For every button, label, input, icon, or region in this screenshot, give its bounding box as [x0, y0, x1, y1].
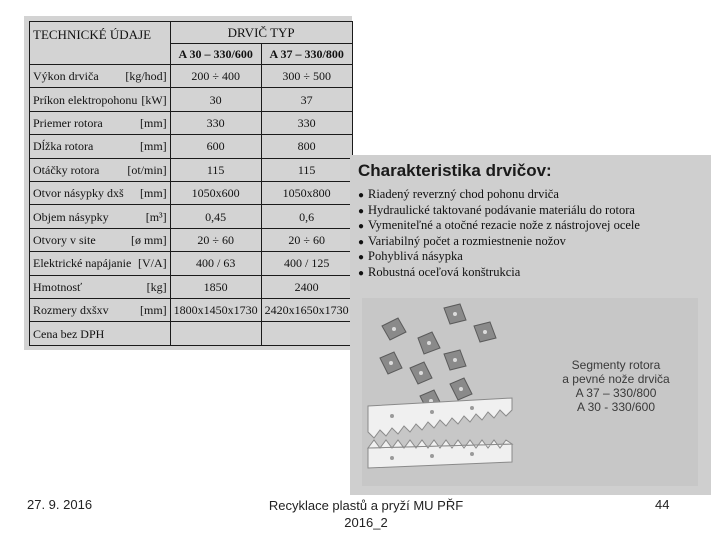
bullet-icon: ●: [358, 205, 365, 217]
row-value-a37: 115: [261, 158, 352, 181]
table-row: [30, 182, 353, 205]
row-value-a30: 1850: [170, 275, 261, 298]
table-row: [30, 299, 353, 322]
row-param: Výkon drviča: [33, 69, 99, 84]
list-item-text: Vymeniteľné a otočné rezacie nože z nástrojovej ocele: [368, 218, 640, 233]
row-value-a30: 115: [170, 158, 261, 181]
list-item-text: Variabilný počet a rozmiestnenie nožov: [368, 233, 566, 248]
row-value-a37: 20 ÷ 60: [261, 228, 352, 251]
row-unit: [kW]: [141, 92, 167, 107]
row-value-a37: 37: [261, 88, 352, 111]
table-row: [30, 65, 353, 88]
table-row: [30, 88, 353, 111]
bullet-icon: ●: [358, 221, 365, 233]
table-row: [30, 228, 353, 251]
row-param: Elektrické napájanie: [33, 256, 132, 271]
row-unit: [kg]: [146, 279, 167, 294]
row-unit: [mm]: [139, 186, 167, 201]
caption-line: A 37 – 330/800: [575, 386, 657, 400]
row-param: Otáčky rotora: [33, 162, 100, 177]
row-param: Otvor násypky dxš: [33, 186, 124, 201]
rotor-segments-photo: [362, 298, 698, 486]
row-value-a37: 2420x1650x1730: [261, 299, 352, 322]
list-item: [358, 249, 640, 265]
row-value-a30: 330: [170, 111, 261, 134]
table-row: [30, 111, 353, 134]
row-value-a30: 20 ÷ 60: [170, 228, 261, 251]
list-item: [358, 265, 640, 281]
row-unit: [mm]: [139, 116, 167, 131]
footer-course-line: Recyklace plastů a pryží MU PŘF: [268, 498, 464, 513]
bullet-icon: ●: [358, 267, 365, 279]
row-value-a30: 600: [170, 135, 261, 158]
row-param: Cena bez DPH: [33, 326, 105, 341]
row-param: Objem násypky: [33, 209, 109, 224]
characteristics-scan: [350, 155, 711, 495]
caption-line: A 30 - 330/600: [576, 400, 656, 414]
spec-table: [29, 21, 353, 346]
row-value-a37: 300 ÷ 500: [261, 65, 352, 88]
photo-caption: [546, 358, 686, 414]
row-param: Hmotnosť: [33, 279, 83, 294]
list-item: [358, 187, 640, 203]
table-header-model-a30: A 30 – 330/600: [170, 44, 261, 65]
row-param: Dĺžka rotora: [33, 139, 94, 154]
spec-table-scan: [24, 16, 352, 350]
row-param: Príkon elektropohonu: [33, 92, 138, 107]
table-row: [30, 275, 353, 298]
row-value-a37: [261, 322, 352, 346]
row-unit: [kg/hod]: [125, 69, 167, 84]
bullet-icon: ●: [358, 252, 365, 264]
characteristics-title: Charakteristika drvičov:: [358, 161, 552, 180]
row-value-a30: 1050x600: [170, 182, 261, 205]
row-value-a30: 400 / 63: [170, 252, 261, 275]
footer-course-line: 2016_2: [344, 515, 388, 530]
characteristics-list: [358, 187, 640, 281]
list-item-text: Robustná oceľová konštrukcia: [368, 264, 521, 279]
row-param: Otvory v site: [33, 233, 96, 248]
row-param: Priemer rotora: [33, 116, 103, 131]
footer-page-number: 44: [655, 497, 670, 512]
table-row: [30, 205, 353, 228]
row-value-a30: 0,45: [170, 205, 261, 228]
row-param: Rozmery dxšxv: [33, 303, 109, 318]
table-header-technical-data: TECHNICKÉ ÚDAJE: [30, 22, 171, 65]
row-unit: [m³]: [145, 209, 167, 224]
row-unit: [V/A]: [137, 256, 167, 271]
row-unit: [mm]: [139, 303, 167, 318]
row-unit: [ot/min]: [127, 162, 167, 177]
row-unit: [ø mm]: [130, 233, 167, 248]
bullet-icon: ●: [358, 236, 365, 248]
list-item-text: Pohyblivá násypka: [368, 249, 463, 264]
table-header-crusher-type: DRVIČ TYP: [170, 22, 352, 44]
table-row: [30, 252, 353, 275]
list-item: [358, 218, 640, 234]
bullet-icon: ●: [358, 190, 365, 201]
list-item-text: Riadený reverzný chod pohonu drviča: [368, 187, 559, 201]
list-item: [358, 234, 640, 250]
footer-date: 27. 9. 2016: [27, 497, 93, 512]
row-value-a30: 1800x1450x1730: [170, 299, 261, 322]
list-item-text: Hydraulické taktované podávanie materiálu do rotora: [368, 202, 635, 217]
row-value-a37: 1050x800: [261, 182, 352, 205]
row-value-a37: 0,6: [261, 205, 352, 228]
row-value-a37: 400 / 125: [261, 252, 352, 275]
row-value-a37: 800: [261, 135, 352, 158]
list-item: [358, 203, 640, 219]
row-value-a30: 200 ÷ 400: [170, 65, 261, 88]
row-value-a37: 330: [261, 111, 352, 134]
table-row: [30, 135, 353, 158]
footer-course-title: [246, 497, 486, 531]
row-unit: [mm]: [139, 139, 167, 154]
table-row: [30, 322, 353, 346]
row-value-a37: 2400: [261, 275, 352, 298]
caption-line: a pevné nože drviča: [562, 372, 670, 386]
table-header-model-a37: A 37 – 330/800: [261, 44, 352, 65]
caption-line: Segmenty rotora: [571, 358, 661, 372]
row-value-a30: 30: [170, 88, 261, 111]
table-row: [30, 158, 353, 181]
row-value-a30: [170, 322, 261, 346]
